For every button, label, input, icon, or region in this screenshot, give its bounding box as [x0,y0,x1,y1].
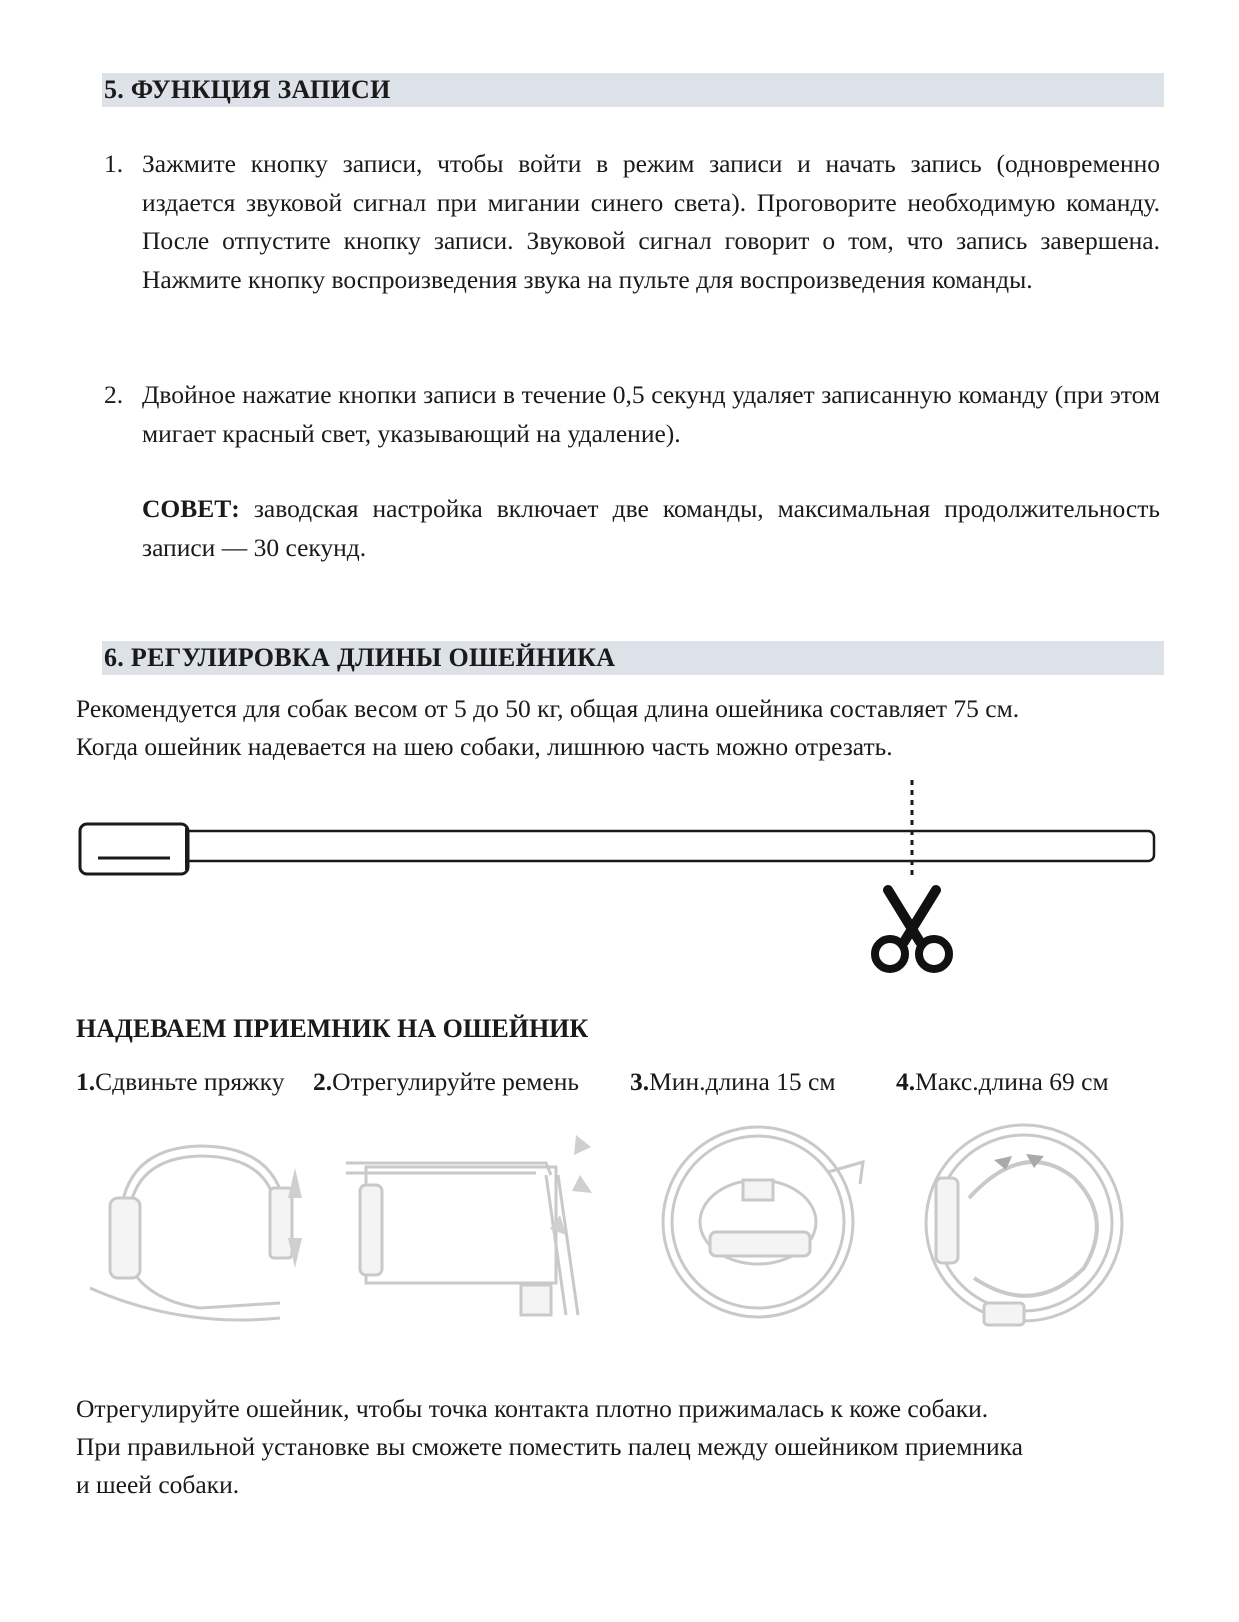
collar-strap [180,831,1154,861]
tip-text: заводская настройка включает две команды, максимальная продолжительность записи — 30 секунд. [142,494,1160,562]
step-2 [313,1067,579,1097]
step-4-label: Макс.длина 69 см [915,1067,1109,1096]
step-2-number: 2. [313,1067,333,1096]
item-2-text: Двойное нажатие кнопки записи в течение 0,5 секунд удаляет записанную команду (при этом мигает красный свет, указывающий на удаление). [142,380,1160,448]
step-3 [630,1067,835,1097]
step-4-number: 4. [896,1067,916,1096]
section-5-title: 5. ФУНКЦИЯ ЗАПИСИ [104,75,391,104]
step-4 [896,1067,1109,1097]
step-1-illustration [80,1128,320,1328]
step-4-illustration [914,1118,1144,1348]
footer-line-2: При правильной установке вы сможете поместить палец между ошейником приемника [76,1432,1023,1461]
step-1 [76,1067,284,1097]
section-6-title: 6. РЕГУЛИРОВКА ДЛИНЫ ОШЕЙНИКА [104,643,616,672]
collar-description-line-1: Рекомендуется для собак весом от 5 до 50 кг, общая длина ошейника составляет 75 см. [76,694,1020,723]
item-2-number: 2. [104,380,124,409]
collar-cut-diagram [70,780,1170,1000]
tip-label: СОВЕТ: [142,494,240,523]
footer-line-1: Отрегулируйте ошейник, чтобы точка контакта плотно прижималась к коже собаки. [76,1394,989,1423]
item-1-text: Зажмите кнопку записи, чтобы войти в режим записи и начать запись (одновременно издается звуковой сигнал при мигании синего света). Проговорите необходимую команду. После отпустите кнопку записи. Звуковой сигнал говорит о том, что запись завершена. Нажмите кнопку воспроизведения звука на пульте для воспроизведения команды. [142,149,1160,294]
step-3-number: 3. [630,1067,650,1096]
step-1-label: Сдвиньте пряжку [95,1067,285,1096]
step-2-illustration [336,1115,606,1325]
step-2-label: Отрегулируйте ремень [332,1067,579,1096]
scissors-icon [875,890,949,969]
collar-buckle [80,824,188,874]
step-1-number: 1. [76,1067,96,1096]
step-3-illustration [648,1122,878,1327]
tip-paragraph [142,490,1160,567]
step-3-label: Мин.длина 15 см [649,1067,836,1096]
collar-description-line-2: Когда ошейник надевается на шею собаки, лишнюю часть можно отрезать. [76,732,893,761]
footer-line-3: и шеей собаки. [76,1470,240,1499]
receiver-heading: НАДЕВАЕМ ПРИЕМНИК НА ОШЕЙНИК [76,1014,589,1043]
item-1-number: 1. [104,149,124,178]
